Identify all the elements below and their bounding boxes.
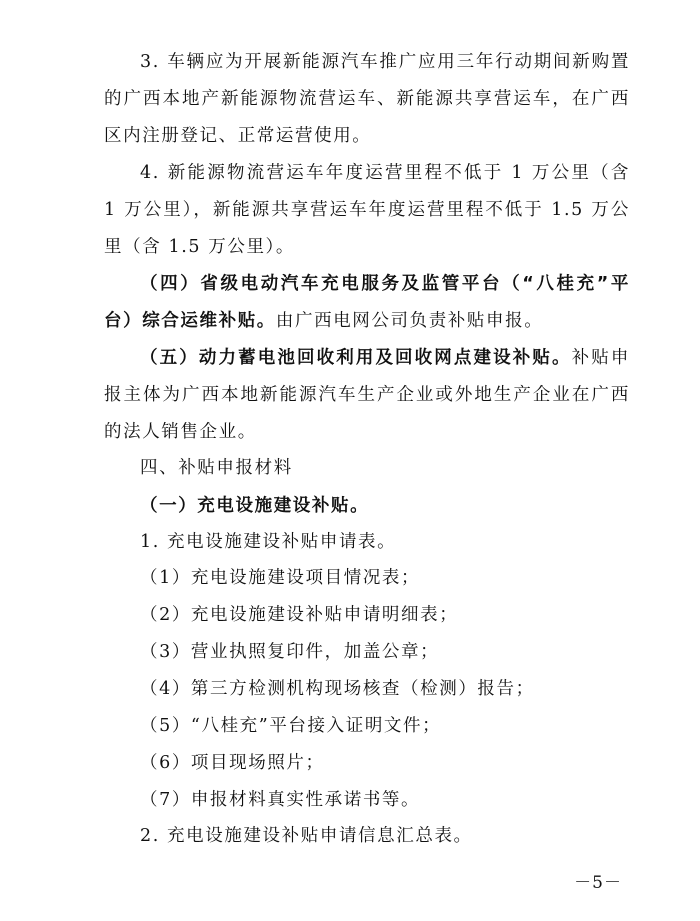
paragraph-vehicle-purchase: 3. 车辆应为开展新能源汽车推广应用三年行动期间新购置的广西本地产新能源物流营运车、新能源共享营运车，在广西区内注册登记、正常运营使用。 xyxy=(104,52,630,146)
sub-heading-charging-subsidy: （一）充电设施建设补贴。 xyxy=(140,496,370,516)
platform-subsidy-heading: （四）省级电动汽车充电服务及监管平台（“八桂充”平台）综合运维补贴。 xyxy=(104,274,630,331)
sub-item-project-status: （1）充电设施建设项目情况表； xyxy=(140,568,421,588)
list-item-application-form: 1. 充电设施建设补贴申请表。 xyxy=(140,532,397,552)
battery-recycling-body: 补贴申报主体为广西本地新能源汽车生产企业或外地生产企业在广西的法人销售企业。 xyxy=(104,348,630,442)
sub-item-business-license: （3）营业执照复印件，加盖公章； xyxy=(140,642,440,662)
list-item-summary-table: 2. 充电设施建设补贴申请信息汇总表。 xyxy=(140,826,473,846)
sub-item-inspection-report: （4）第三方检测机构现场核查（检测）报告； xyxy=(140,679,535,699)
sub-item-subsidy-detail: （2）充电设施建设补贴申请明细表； xyxy=(140,605,459,625)
sub-item-platform-certificate: （5）“八桂充”平台接入证明文件； xyxy=(140,716,442,736)
sub-item-site-photos: （6）项目现场照片； xyxy=(140,753,325,773)
battery-recycling-heading: （五）动力蓄电池回收利用及回收网点建设补贴。 xyxy=(140,348,572,368)
paragraph-mileage-requirement: 4. 新能源物流营运车年度运营里程不低于 1 万公里（含 1 万公里），新能源共享营运车年度运营里程不低于 1.5 万公里（含 1.5 万公里）。 xyxy=(104,163,630,257)
platform-subsidy-body: 由广西电网公司负责补贴申报。 xyxy=(275,311,544,331)
paragraph-platform-subsidy xyxy=(104,266,630,340)
sub-item-authenticity-pledge: （7）申报材料真实性承诺书等。 xyxy=(140,790,421,810)
section-heading-materials: 四、补贴申报材料 xyxy=(140,458,293,478)
page-number: －5－ xyxy=(574,873,622,893)
paragraph-battery-recycling xyxy=(104,340,630,451)
